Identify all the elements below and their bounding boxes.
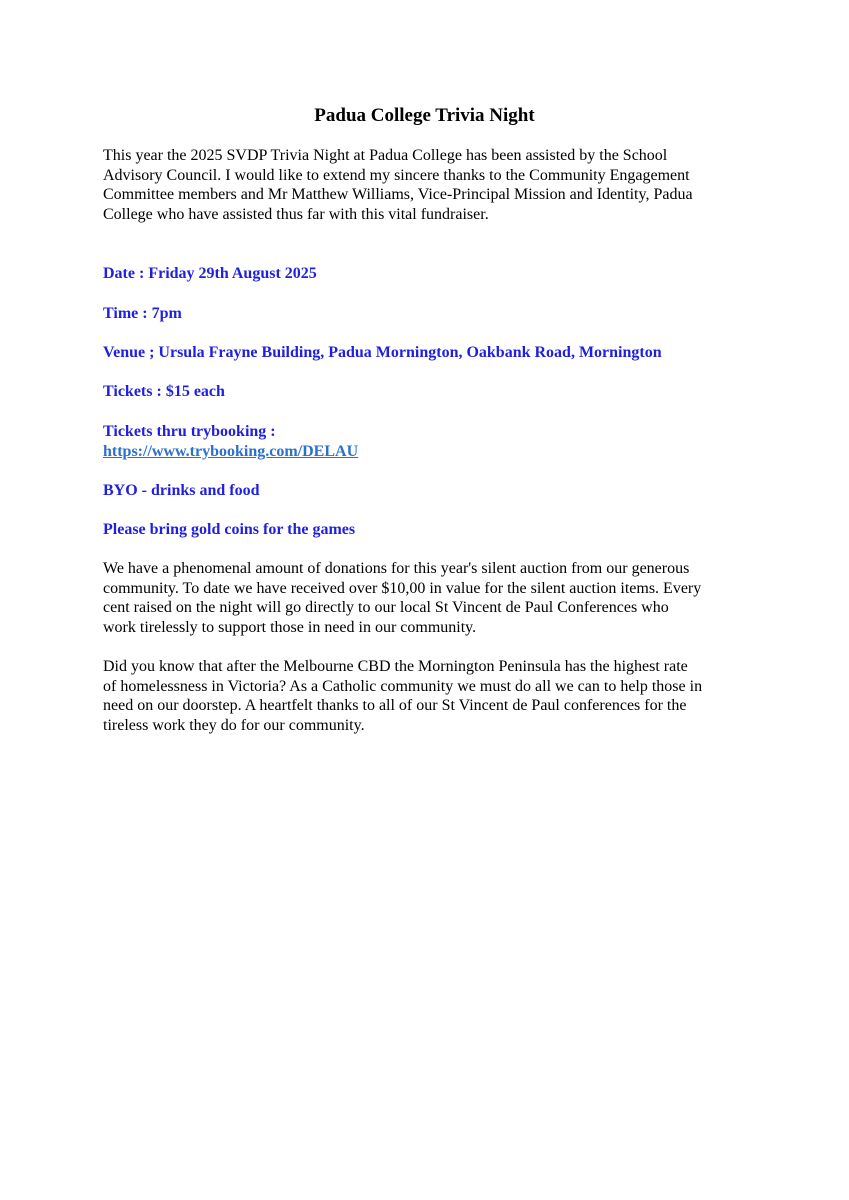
event-time: Time : 7pm: [103, 305, 182, 322]
trybooking-label: Tickets thru trybooking :: [103, 423, 276, 440]
intro-line: This year the 2025 SVDP Trivia Night at Padua College has been assisted by the School: [103, 147, 668, 164]
page-title: Padua College Trivia Night: [314, 105, 535, 126]
homelessness-paragraph: [103, 657, 763, 735]
auction-line: We have a phenomenal amount of donations for this year's silent auction from our generous: [103, 560, 690, 577]
homelessness-line: Did you know that after the Melbourne CBD the Mornington Peninsula has the highest rate: [103, 658, 688, 675]
byo-note: BYO - drinks and food: [103, 482, 260, 499]
gold-coins-note: Please bring gold coins for the games: [103, 521, 356, 538]
event-venue: Venue ; Ursula Frayne Building, Padua Mornington, Oakbank Road, Mornington: [103, 344, 662, 361]
auction-paragraph: [103, 559, 763, 637]
auction-line: work tirelessly to support those in need in our community.: [103, 618, 477, 636]
trybooking-block: [103, 422, 358, 461]
intro-line: Committee members and Mr Matthew Williams, Vice-Principal Mission and Identity, Padua: [103, 186, 693, 203]
intro-paragraph: [103, 146, 763, 224]
homelessness-line: of homelessness in Victoria? As a Catholic community we must do all we can to help those in: [103, 677, 703, 695]
auction-line: community. To date we have received over $10,00 in value for the silent auction items. Every: [103, 579, 702, 597]
event-date: Date : Friday 29th August 2025: [103, 265, 317, 282]
trybooking-link[interactable]: https://www.trybooking.com/DELAU: [103, 442, 359, 460]
intro-line: College who have assisted thus far with this vital fundraiser.: [103, 205, 489, 223]
intro-line: Advisory Council. I would like to extend my sincere thanks to the Community Engagement: [103, 166, 690, 184]
auction-line: cent raised on the night will go directly to our local St Vincent de Paul Conferences who: [103, 599, 669, 616]
homelessness-line: tireless work they do for our community.: [103, 716, 365, 734]
ticket-price: Tickets : $15 each: [103, 383, 225, 400]
homelessness-line: need on our doorstep. A heartfelt thanks to all of our St Vincent de Paul conferences for the: [103, 697, 687, 714]
